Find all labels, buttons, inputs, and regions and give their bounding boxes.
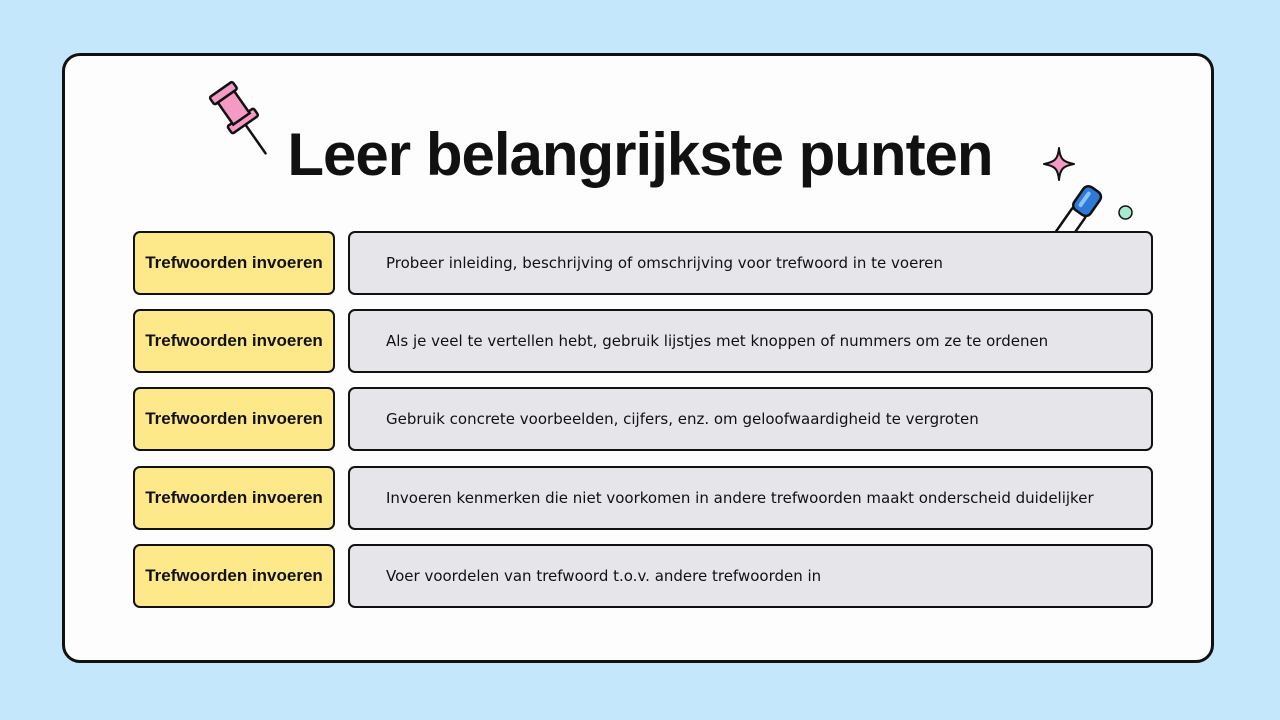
sparkle-icon [1043,147,1075,181]
page-title: Leer belangrijkste punten [287,121,993,188]
keyword-description: Voer voordelen van trefwoord t.o.v. andere trefwoorden in [348,544,1153,608]
keyword-description: Als je veel te vertellen hebt, gebruik lijstjes met knoppen of nummers om ze te ordenen [348,309,1153,373]
keyword-label: Trefwoorden invoeren [133,387,335,451]
dot-icon [1117,204,1134,221]
keyword-description: Gebruik concrete voorbeelden, cijfers, enz. om geloofwaardigheid te vergroten [348,387,1153,451]
keyword-description: Probeer inleiding, beschrijving of omschrijving voor trefwoord in te voeren [348,231,1153,295]
push-pin-icon [198,74,278,160]
keyword-label: Trefwoorden invoeren [133,231,335,295]
keyword-label: Trefwoorden invoeren [133,309,335,373]
keyword-label: Trefwoorden invoeren [133,466,335,530]
keyword-description: Invoeren kenmerken die niet voorkomen in andere trefwoorden maakt onderscheid duidelijker [348,466,1153,530]
keyword-label: Trefwoorden invoeren [133,544,335,608]
